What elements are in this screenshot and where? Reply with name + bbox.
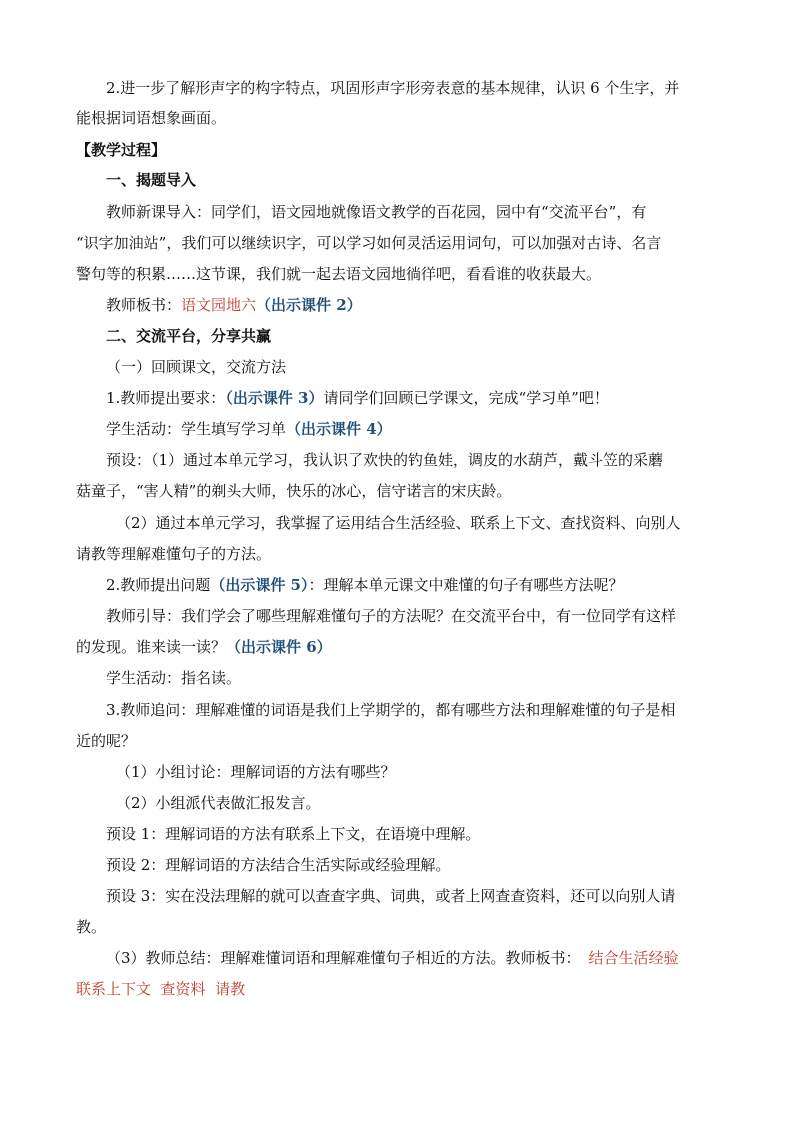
paragraph-line: 预设：（1）通过本单元学习，我认识了欢快的钓鱼娃，调皮的水葫芦，戴斗笠的采蘑 [106, 451, 664, 469]
teaching-process-heading: 【教学过程】 [76, 141, 167, 159]
subsection-heading: （一）回顾课文，交流方法 [106, 358, 287, 376]
courseware-ref: （出示课件 5） [210, 576, 309, 594]
paragraph-line: 教师引导：我们学会了哪些理解难懂句子的方法呢？在交流平台中，有一位同学有这样 [106, 607, 677, 625]
paragraph-line: “识字加油站”，我们可以继续识字，可以学习如何灵活运用词句，可以加强对古诗、名言 [76, 234, 662, 252]
paragraph-line: 预设 1：理解词语的方法有联系上下文，在语境中理解。 [106, 825, 481, 843]
courseware-ref: （出示课件 3） [225, 389, 324, 407]
paragraph-line: 请教等理解难懂句子的方法。 [76, 545, 272, 563]
paragraph-line: （2）小组派代表做汇报发言。 [116, 794, 321, 812]
text-segment: 学生活动：学生填写学习单 [106, 420, 287, 438]
text-segment: （3）教师总结：理解难懂词语和理解难懂句子相近的方法。教师板书： [106, 949, 581, 967]
paragraph-line: 菇童子，“害人精”的剃头大师，快乐的冰心，信守诺言的宋庆龄。 [76, 482, 512, 500]
paragraph-line [106, 575, 624, 595]
text-segment: 的发现。谁来读一读？ [76, 638, 227, 656]
courseware-ref: （出示课件 4） [286, 420, 392, 438]
paragraph-line: （1）小组讨论：理解词语的方法有哪些？ [116, 763, 396, 781]
text-segment: ：理解本单元课文中难懂的句子有哪些方法呢？ [308, 576, 624, 594]
paragraph-line: 3.教师追问：理解难懂的词语是我们上学期学的，都有哪些方法和理解难懂的句子是相 [106, 701, 676, 719]
courseware-ref: （出示课件 6） [226, 638, 332, 656]
paragraph-line: （2）通过本单元学习，我掌握了运用结合生活经验、联系上下文、查找资料、向别人 [116, 514, 681, 532]
board-text: 语文园地六 [181, 296, 257, 314]
paragraph-line: 教师新课导入：同学们，语文园地就像语文教学的百花园，园中有“交流平台”，有 [106, 203, 647, 221]
text-segment: 1.教师提出要求： [106, 389, 226, 407]
section-heading: 一、揭题导入 [106, 171, 197, 189]
section-heading: 二、交流平台，分享共赢 [106, 327, 272, 345]
courseware-ref: （出示课件 2） [256, 296, 362, 314]
paragraph-line [106, 948, 679, 968]
paragraph-line: 预设 2：理解词语的方法结合生活实际或经验理解。 [106, 856, 451, 874]
paragraph-line [76, 637, 332, 657]
text-segment: 2.教师提出问题 [106, 576, 211, 594]
paragraph-line [106, 419, 392, 439]
paragraph-line: 学生活动：指名读。 [106, 669, 242, 687]
text-segment: 请同学们回顾已学课文，完成“学习单”吧！ [323, 389, 609, 407]
objective-line: 2.进一步了解形声字的构字特点，巩固形声字形旁表意的基本规律，认识 6 个生字，并 [106, 79, 680, 97]
paragraph-line: 教。 [76, 918, 107, 936]
objective-line: 能根据词语想象画面。 [76, 109, 227, 127]
paragraph-line [106, 388, 609, 408]
board-prefix: 教师板书： [106, 296, 182, 314]
board-text: 结合生活经验 [588, 949, 679, 967]
board-text: 联系上下文 查资料 请教 [76, 980, 246, 998]
paragraph-line: 预设 3：实在没法理解的就可以查查字典、词典，或者上网查查资料，还可以向别人请 [106, 887, 676, 905]
board-line [106, 295, 362, 315]
paragraph-line: 警句等的积累……这节课，我们就一起去语文园地徜徉吧，看看谁的收获最大。 [76, 265, 602, 283]
paragraph-line: 近的呢？ [76, 732, 137, 750]
